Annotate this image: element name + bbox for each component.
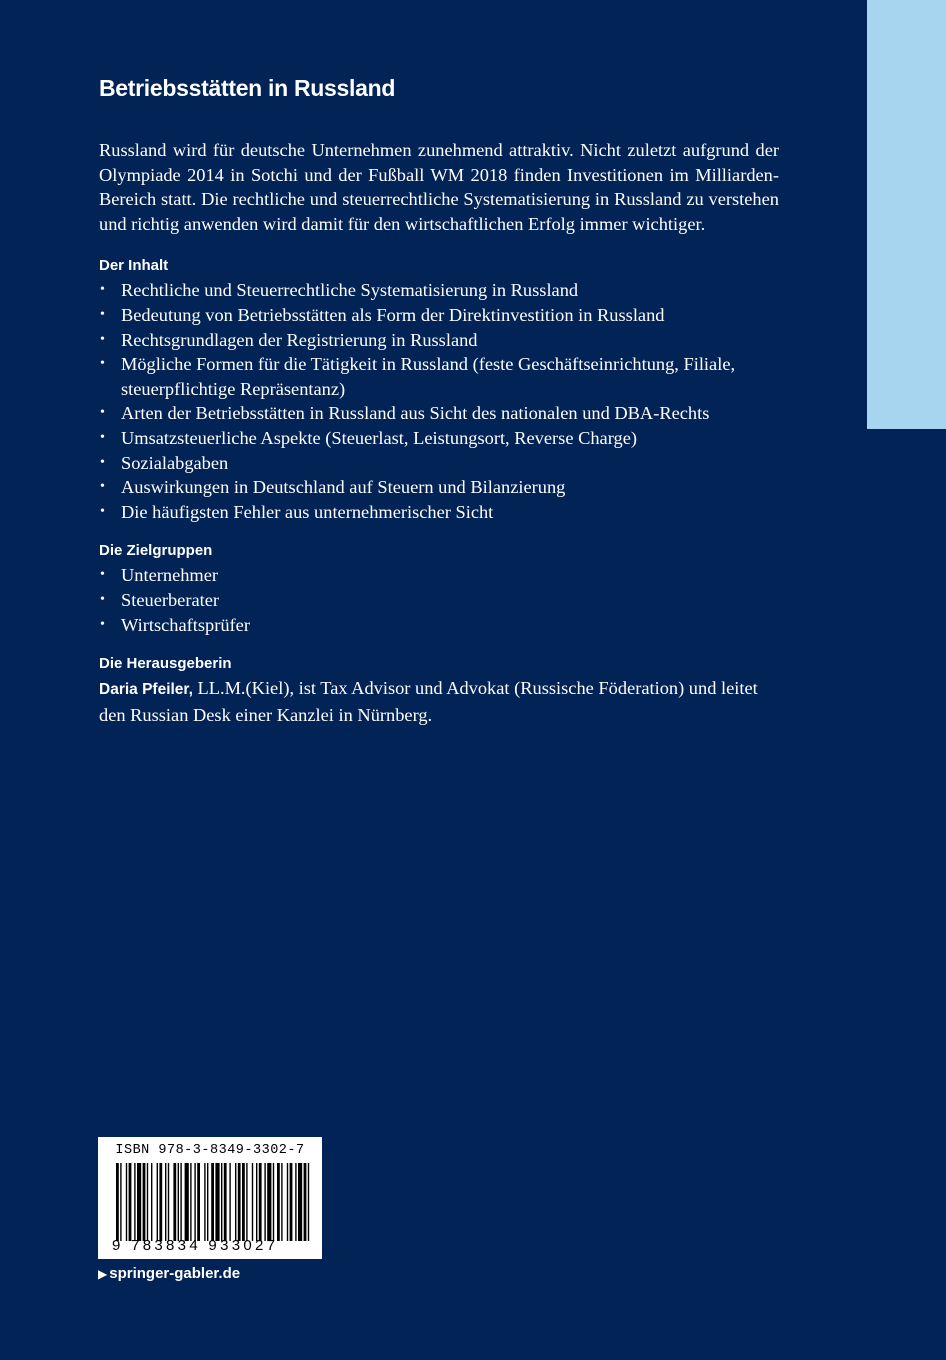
bullet-icon: • (100, 331, 105, 347)
barcode-bar (264, 1163, 265, 1241)
barcode-bar (204, 1163, 205, 1241)
barcode-bar (194, 1163, 195, 1241)
barcode-bar (126, 1163, 127, 1241)
barcode-bar (143, 1163, 146, 1241)
barcode-bar (197, 1163, 200, 1241)
barcode-bar (287, 1163, 288, 1241)
list-item: • Umsatzsteuerliche Aspekte (Steuerlast, Leistungsort, Reverse Charge) (99, 426, 779, 451)
barcode-bar (147, 1163, 148, 1241)
intro-paragraph: Russland wird für deutsche Unternehmen zunehmend attraktiv. Nicht zuletzt aufgrund der Olympiade 2014 in Sotchi und der Fußball WM 2018 finden Investitionen im Milliarden-Bereich statt. Die rechtliche und steuerrechtliche Systematisierung in Russland zu verstehen und richtig anwenden wird damit für den wirtschaftlichen Erfolg immer wichtiger. (99, 140, 779, 234)
isbn-barcode (98, 1137, 322, 1259)
isbn-label: ISBN 978-3-8349-3302-7 (115, 1143, 305, 1158)
barcode-bar (173, 1163, 176, 1241)
list-item: • Arten der Betriebsstätten in Russland aus Sicht des nationalen und DBA-Rechts (99, 401, 779, 426)
barcode-bar (207, 1163, 208, 1241)
accent-bar (867, 0, 946, 429)
author-name: Daria Pfeiler, (99, 681, 193, 699)
barcode-bar (120, 1163, 121, 1241)
barcode-bar (116, 1163, 119, 1241)
barcode-bar (157, 1163, 158, 1241)
barcode-bar (165, 1163, 166, 1241)
barcode-bar (137, 1163, 141, 1241)
barcode-bar (259, 1163, 262, 1241)
barcode-bar (221, 1163, 222, 1241)
list-item: • Steuerberater (99, 588, 779, 613)
barcode-bar (246, 1163, 247, 1241)
bullet-icon: • (100, 454, 105, 470)
list-item: • Rechtsgrundlagen der Registrierung in Russland (99, 328, 779, 353)
barcode-bar (151, 1163, 152, 1241)
barcode-bar (190, 1163, 191, 1241)
barcode-bar (235, 1163, 236, 1241)
barcode-bar (185, 1163, 189, 1241)
bullet-icon: • (100, 429, 105, 445)
barcode-bar (290, 1163, 293, 1241)
barcode-bars (116, 1163, 312, 1241)
barcode-bar (252, 1163, 253, 1241)
zielgruppen-heading: Die Zielgruppen (99, 542, 213, 560)
bullet-icon: • (100, 503, 105, 519)
website-link[interactable]: ▶ springer-gabler.de (98, 1265, 241, 1282)
barcode-bar (159, 1163, 162, 1241)
barcode-bar (281, 1163, 282, 1241)
barcode-bar (229, 1163, 230, 1241)
barcode-bar (295, 1163, 296, 1241)
list-item: • Unternehmer (99, 563, 779, 588)
barcode-bar (267, 1163, 271, 1241)
barcode-bar (178, 1163, 179, 1241)
barcode-bar (180, 1163, 181, 1241)
book-title: Betriebsstätten in Russland (99, 75, 396, 101)
zielgruppen-list (99, 563, 779, 637)
bullet-icon: • (100, 306, 105, 322)
barcode-bar (277, 1163, 280, 1241)
list-item: • Wirtschaftsprüfer (99, 613, 779, 638)
barcode-bar (129, 1163, 132, 1241)
barcode-bar (224, 1163, 227, 1241)
barcode-bar (215, 1163, 219, 1241)
barcode-bar (168, 1163, 169, 1241)
bullet-icon: • (100, 479, 105, 495)
list-item: • Sozialabgaben (99, 451, 779, 476)
bullet-icon: • (100, 616, 105, 632)
bullet-icon: • (100, 591, 105, 607)
herausgeberin-heading: Die Herausgeberin (99, 655, 232, 673)
inhalt-heading: Der Inhalt (99, 257, 169, 275)
barcode-bar (273, 1163, 274, 1241)
barcode-bar (256, 1163, 257, 1241)
author-bio: Daria Pfeiler, LL.M.(Kiel), ist Tax Advisor und Advokat (Russische Föderation) und leitet den Russian Desk einer Kanzlei in Nürnberg. (99, 678, 758, 725)
bullet-icon: • (100, 567, 105, 583)
barcode-bar (238, 1163, 241, 1241)
list-item: • Mögliche Formen für die Tätigkeit in Russland (feste Geschäftseinrichtung, Filiale, steuerpflichtige Repräsentanz) (100, 354, 736, 399)
inhalt-list (99, 278, 779, 524)
barcode-bar (298, 1163, 302, 1241)
list-item: • Die häufigsten Fehler aus unternehmerischer Sicht (99, 500, 779, 525)
list-item: • Auswirkungen in Deutschland auf Steuern und Bilanzierung (99, 475, 779, 500)
ean-digits: 9 783834 933027 (112, 1237, 279, 1254)
back-cover-text (99, 72, 779, 727)
list-item: • Rechtliche und Steuerrechtliche Systematisierung in Russland (99, 278, 779, 303)
bullet-icon: • (100, 405, 105, 421)
barcode-bar (308, 1163, 309, 1241)
barcode-bar (134, 1163, 135, 1241)
list-item: • Bedeutung von Betriebsstätten als Form der Direktinvestition in Russland (99, 303, 779, 328)
bullet-icon: • (100, 282, 105, 298)
bullet-icon: • (100, 356, 105, 372)
barcode-bar (242, 1163, 245, 1241)
triangle-right-icon: ▶ (98, 1267, 108, 1281)
barcode-bar (211, 1163, 214, 1241)
barcode-bar (304, 1163, 307, 1241)
